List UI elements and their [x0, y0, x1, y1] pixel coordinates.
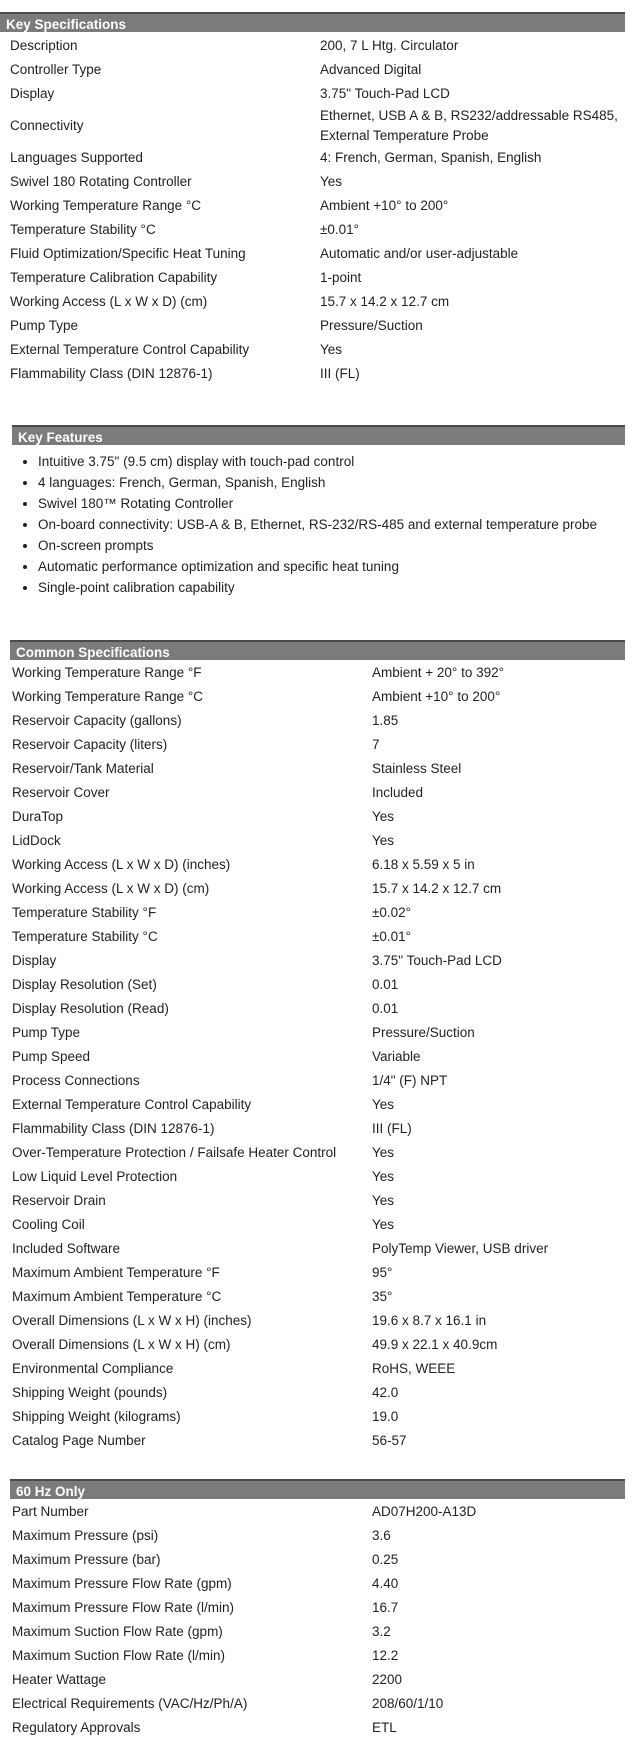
feature-item: • 4 languages: French, German, Spanish, English [38, 472, 625, 493]
spec-row [12, 1333, 625, 1357]
spec-label: Included Software [12, 1241, 121, 1256]
spec-value: ±0.01° [320, 222, 360, 237]
spec-value: 6.18 x 5.59 x 5 in [372, 857, 475, 872]
spec-label: Overall Dimensions (L x W x H) (cm) [12, 1337, 231, 1352]
spec-value: 3.2 [372, 1624, 391, 1639]
key-specifications-section [0, 12, 625, 386]
spec-label: Electrical Requirements (VAC/Hz/Ph/A) [12, 1696, 248, 1711]
spec-label: Working Access (L x W x D) (cm) [10, 294, 208, 309]
spec-table [12, 1500, 625, 1740]
spec-value: PolyTemp Viewer, USB driver [372, 1241, 549, 1256]
spec-value: RoHS, WEEE [372, 1361, 456, 1376]
spec-value: 19.0 [372, 1409, 399, 1424]
spec-label: Shipping Weight (pounds) [12, 1385, 168, 1400]
spec-row [12, 805, 625, 829]
spec-label: Maximum Pressure (psi) [12, 1528, 159, 1543]
spec-label: Overall Dimensions (L x W x H) (inches) [12, 1313, 252, 1328]
spec-row [12, 1596, 625, 1620]
spec-label: Fluid Optimization/Specific Heat Tuning [10, 246, 246, 261]
spec-label: Reservoir Capacity (gallons) [12, 713, 182, 728]
spec-value: 0.01 [372, 1001, 399, 1016]
feature-item: • On-screen prompts [38, 535, 625, 556]
spec-row [10, 362, 625, 386]
spec-row [12, 685, 625, 709]
spec-value: 35° [372, 1289, 393, 1304]
spec-row [12, 1285, 625, 1309]
spec-value: Yes [372, 1169, 395, 1184]
spec-label: Reservoir/Tank Material [12, 761, 154, 776]
spec-label: Maximum Suction Flow Rate (gpm) [12, 1624, 223, 1639]
spec-row [12, 1165, 625, 1189]
spec-label: Pump Type [10, 318, 79, 333]
spec-label: Maximum Pressure (bar) [12, 1552, 161, 1567]
spec-value: 3.75" Touch-Pad LCD [372, 953, 502, 968]
spec-row [12, 709, 625, 733]
spec-value: 0.25 [372, 1552, 399, 1567]
spec-label: Languages Supported [10, 150, 143, 165]
spec-value: 3.6 [372, 1528, 391, 1543]
spec-row [12, 1069, 625, 1093]
spec-table [12, 661, 625, 1453]
spec-value: Ethernet, USB A & B, RS232/addressable RS485, External Temperature Probe [320, 108, 618, 143]
spec-row [12, 1644, 625, 1668]
spec-value: 1/4" (F) NPT [372, 1073, 448, 1088]
spec-row [12, 1213, 625, 1237]
spec-row [10, 82, 625, 106]
60hz-section [10, 1479, 625, 1740]
spec-value: ±0.01° [372, 929, 412, 944]
spec-value: Advanced Digital [320, 62, 422, 77]
key-features-section [12, 425, 625, 598]
feature-item: • On-board connectivity: USB-A & B, Ethernet, RS-232/RS-485 and external temperature probe [38, 514, 625, 535]
spec-label: Reservoir Cover [12, 785, 110, 800]
spec-row [12, 733, 625, 757]
spec-value: 19.6 x 8.7 x 16.1 in [372, 1313, 487, 1328]
spec-row [12, 1548, 625, 1572]
spec-value: Yes [320, 342, 343, 357]
spec-value: Yes [372, 1217, 395, 1232]
spec-label: Controller Type [10, 62, 102, 77]
spec-row [12, 925, 625, 949]
spec-row [10, 218, 625, 242]
section-header: Key Specifications [0, 12, 625, 32]
spec-label: Maximum Suction Flow Rate (l/min) [12, 1648, 226, 1663]
spec-value: 49.9 x 22.1 x 40.9cm [372, 1337, 498, 1352]
spec-value: Ambient + 20° to 392° [372, 665, 505, 680]
spec-row [12, 1021, 625, 1045]
spec-label: External Temperature Control Capability [12, 1097, 252, 1112]
spec-row [12, 1189, 625, 1213]
spec-value: Yes [320, 174, 343, 189]
spec-label: Flammability Class (DIN 12876-1) [12, 1121, 215, 1136]
spec-label: Display [10, 86, 55, 101]
spec-row [10, 266, 625, 290]
spec-value: Ambient +10° to 200° [372, 689, 501, 704]
spec-label: Regulatory Approvals [12, 1720, 141, 1735]
spec-value: 56-57 [372, 1433, 407, 1448]
section-header: 60 Hz Only [10, 1479, 625, 1499]
spec-value: 208/60/1/10 [372, 1696, 444, 1711]
spec-row [12, 1429, 625, 1453]
spec-value: 16.7 [372, 1600, 399, 1615]
spec-label: Working Temperature Range °F [12, 665, 202, 680]
spec-label: Pump Type [12, 1025, 81, 1040]
spec-value: 42.0 [372, 1385, 399, 1400]
spec-label: Catalog Page Number [12, 1433, 146, 1448]
spec-value: 15.7 x 14.2 x 12.7 cm [320, 294, 450, 309]
spec-label: Working Access (L x W x D) (cm) [12, 881, 210, 896]
feature-item: • Swivel 180™ Rotating Controller [38, 493, 625, 514]
spec-label: DuraTop [12, 809, 64, 824]
spec-label: Cooling Coil [12, 1217, 85, 1232]
spec-label: Maximum Ambient Temperature °F [12, 1265, 220, 1280]
spec-label: Heater Wattage [12, 1672, 107, 1687]
spec-label: Description [10, 38, 78, 53]
spec-row [12, 1093, 625, 1117]
spec-row [12, 1716, 625, 1740]
spec-label: Temperature Stability °C [10, 222, 156, 237]
spec-label: Maximum Pressure Flow Rate (gpm) [12, 1576, 232, 1591]
spec-label: Working Access (L x W x D) (inches) [12, 857, 231, 872]
spec-label: Over-Temperature Protection / Failsafe Heater Control [12, 1145, 337, 1160]
spec-value: 7 [372, 737, 380, 752]
spec-row [10, 338, 625, 362]
spec-label: Display [12, 953, 57, 968]
spec-value: 4.40 [372, 1576, 399, 1591]
spec-label: Working Temperature Range °C [12, 689, 203, 704]
spec-row [10, 58, 625, 82]
spec-label: Pump Speed [12, 1049, 91, 1064]
spec-row [12, 1045, 625, 1069]
spec-table [10, 34, 625, 386]
spec-row [12, 1405, 625, 1429]
spec-row [12, 781, 625, 805]
spec-label: Swivel 180 Rotating Controller [10, 174, 192, 189]
spec-value: Ambient +10° to 200° [320, 198, 449, 213]
spec-label: Display Resolution (Set) [12, 977, 157, 992]
spec-value: 1.85 [372, 713, 399, 728]
spec-row [10, 106, 625, 146]
spec-row [12, 1261, 625, 1285]
spec-value: III (FL) [320, 366, 360, 381]
spec-value: 3.75" Touch-Pad LCD [320, 86, 450, 101]
spec-row [12, 1620, 625, 1644]
spec-value: III (FL) [372, 1121, 412, 1136]
spec-row [12, 829, 625, 853]
spec-label: Flammability Class (DIN 12876-1) [10, 366, 213, 381]
spec-value: 95° [372, 1265, 393, 1280]
spec-value: Included [372, 785, 424, 800]
spec-row [12, 1524, 625, 1548]
spec-row [12, 1237, 625, 1261]
spec-row [12, 757, 625, 781]
spec-value: 15.7 x 14.2 x 12.7 cm [372, 881, 502, 896]
spec-row [12, 1500, 625, 1524]
spec-value: ±0.02° [372, 905, 412, 920]
feature-list [12, 451, 625, 598]
spec-value: Automatic and/or user-adjustable [320, 246, 519, 261]
spec-label: LidDock [12, 833, 61, 848]
spec-label: External Temperature Control Capability [10, 342, 250, 357]
section-header: Key Features [12, 425, 625, 445]
spec-row [12, 973, 625, 997]
spec-row [12, 1572, 625, 1596]
spec-label: Temperature Stability °C [12, 929, 158, 944]
spec-value: Variable [372, 1049, 421, 1064]
spec-label: Reservoir Drain [12, 1193, 106, 1208]
spec-label: Process Connections [12, 1073, 140, 1088]
spec-row [12, 1381, 625, 1405]
spec-value: Stainless Steel [372, 761, 462, 776]
spec-row [12, 661, 625, 685]
spec-label: Temperature Stability °F [12, 905, 157, 920]
spec-row [12, 1309, 625, 1333]
spec-row [12, 901, 625, 925]
spec-value: Yes [372, 833, 395, 848]
spec-row [10, 314, 625, 338]
spec-value: Pressure/Suction [320, 318, 423, 333]
spec-label: Environmental Compliance [12, 1361, 174, 1376]
spec-label: Working Temperature Range °C [10, 198, 201, 213]
spec-value: Pressure/Suction [372, 1025, 475, 1040]
feature-item: • Single-point calibration capability [38, 577, 625, 598]
spec-value: ETL [372, 1720, 397, 1735]
common-specifications-section [10, 640, 625, 1453]
spec-value: Yes [372, 809, 395, 824]
section-header: Common Specifications [10, 640, 625, 660]
spec-value: 1-point [320, 270, 362, 285]
spec-row [12, 997, 625, 1021]
spec-value: 12.2 [372, 1648, 399, 1663]
spec-value: AD07H200-A13D [372, 1504, 477, 1519]
spec-row [10, 194, 625, 218]
spec-value: Yes [372, 1145, 395, 1160]
spec-value: 0.01 [372, 977, 399, 992]
spec-row [12, 877, 625, 901]
spec-row [12, 949, 625, 973]
spec-row [12, 1668, 625, 1692]
spec-row [10, 146, 625, 170]
spec-row [10, 34, 625, 58]
spec-label: Maximum Pressure Flow Rate (l/min) [12, 1600, 235, 1615]
feature-item: • Intuitive 3.75" (9.5 cm) display with touch-pad control [38, 451, 625, 472]
spec-label: Low Liquid Level Protection [12, 1169, 178, 1184]
spec-label: Connectivity [10, 118, 84, 133]
spec-value: 200, 7 L Htg. Circulator [320, 38, 459, 53]
spec-label: Part Number [12, 1504, 89, 1519]
spec-label: Reservoir Capacity (liters) [12, 737, 168, 752]
spec-row [10, 242, 625, 266]
spec-label: Display Resolution (Read) [12, 1001, 169, 1016]
spec-value: 2200 [372, 1672, 403, 1687]
spec-row [10, 290, 625, 314]
feature-item: • Automatic performance optimization and specific heat tuning [38, 556, 625, 577]
spec-row [12, 1117, 625, 1141]
spec-row [12, 853, 625, 877]
spec-row [12, 1141, 625, 1165]
spec-value: Yes [372, 1193, 395, 1208]
spec-value: 4: French, German, Spanish, English [320, 150, 542, 165]
spec-row [10, 170, 625, 194]
spec-row [12, 1692, 625, 1716]
spec-label: Temperature Calibration Capability [10, 270, 218, 285]
spec-value: Yes [372, 1097, 395, 1112]
spec-label: Maximum Ambient Temperature °C [12, 1289, 222, 1304]
spec-label: Shipping Weight (kilograms) [12, 1409, 181, 1424]
spec-row [12, 1357, 625, 1381]
